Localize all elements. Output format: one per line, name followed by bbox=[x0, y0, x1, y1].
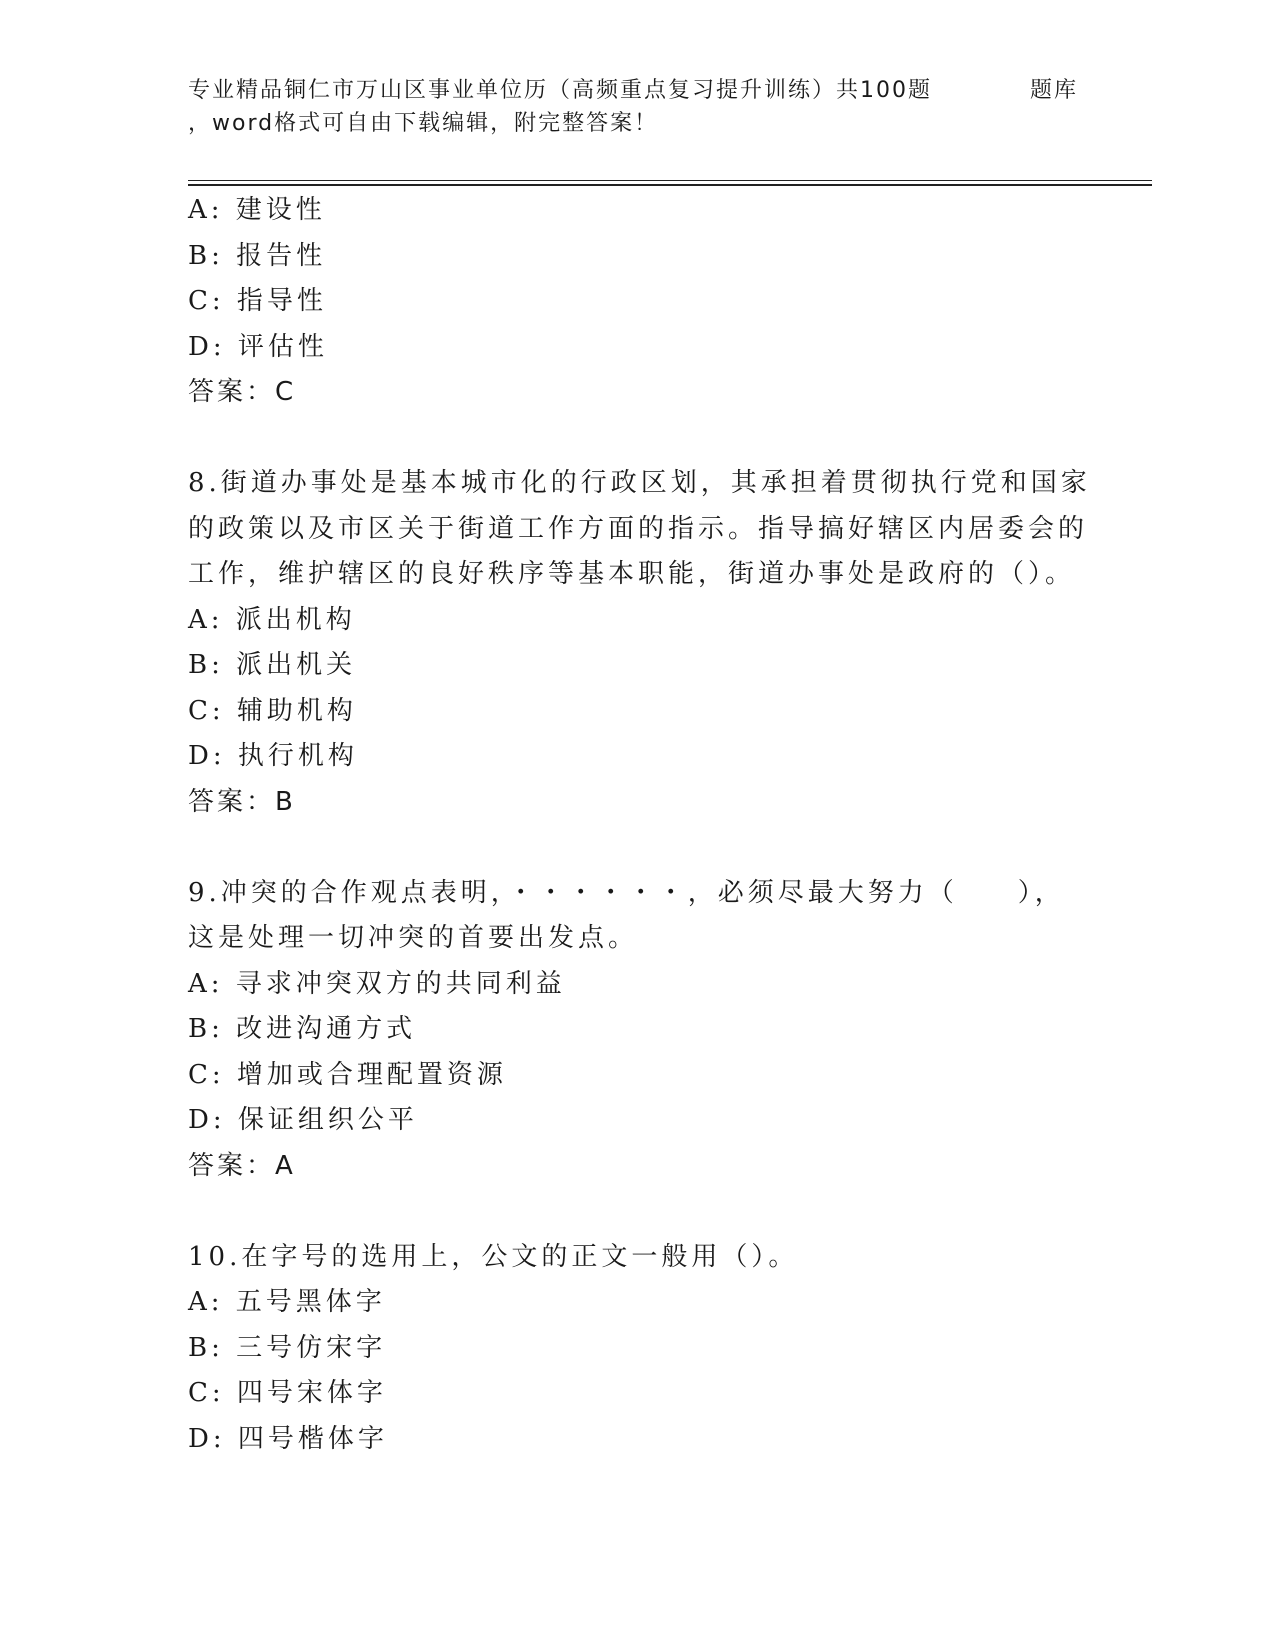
question-stem-line: 8.街道办事处是基本城市化的行政区划，其承担着贯彻执行党和国家 bbox=[188, 468, 1091, 498]
option-c: C: 四号宋体字 bbox=[188, 1378, 387, 1408]
option-b: B: 三号仿宋字 bbox=[188, 1332, 387, 1363]
header-subtitle: ，word格式可自由下载编辑，附完整答案！ bbox=[188, 111, 659, 136]
option-b: B: 派出机关 bbox=[188, 650, 357, 680]
option-c: C: 增加或合理配置资源 bbox=[188, 1059, 507, 1090]
header-tag: 题库 bbox=[1030, 78, 1079, 103]
header-rule-thick bbox=[188, 184, 1152, 186]
option-d: D: 评估性 bbox=[188, 331, 328, 362]
option-d: D: 执行机构 bbox=[188, 741, 358, 771]
answer-line: 答案：A bbox=[188, 1150, 296, 1181]
question-content bbox=[188, 188, 1091, 1462]
question-10 bbox=[188, 1235, 1088, 1463]
question-stem-line: 工作，维护辖区的良好秩序等基本职能，街道办事处是政府的（）。 bbox=[188, 559, 1076, 589]
option-b: B: 报告性 bbox=[188, 240, 327, 271]
header-title: 专业精品铜仁市万山区事业单位历（高频重点复习提升训练）共100题 bbox=[188, 78, 932, 103]
spacer bbox=[188, 1189, 1088, 1235]
question-stem-line: 的政策以及市区关于街道工作方面的指示。指导搞好辖区内居委会的 bbox=[188, 513, 1089, 544]
option-b: B: 改进沟通方式 bbox=[188, 1014, 417, 1044]
spacer bbox=[188, 825, 1088, 871]
option-c: C: 指导性 bbox=[188, 286, 327, 316]
option-d: D: 保证组织公平 bbox=[188, 1105, 418, 1135]
option-a: A: 五号黑体字 bbox=[188, 1287, 386, 1317]
option-c: C: 辅助机构 bbox=[188, 695, 357, 726]
option-a: A: 寻求冲突双方的共同利益 bbox=[188, 968, 566, 999]
header-rule-thin bbox=[188, 180, 1152, 181]
option-a: A: 建设性 bbox=[188, 195, 326, 225]
option-a: A: 派出机构 bbox=[188, 604, 356, 635]
question-9 bbox=[188, 871, 1088, 1190]
question-stem-line: 9.冲突的合作观点表明，・・・・・・，必须尽最大努力（ ）， bbox=[188, 877, 1065, 908]
option-d: D: 四号楷体字 bbox=[188, 1423, 388, 1454]
answer-line: 答案：B bbox=[188, 786, 296, 817]
spacer bbox=[188, 416, 1088, 462]
page-header bbox=[188, 74, 1108, 140]
question-7-tail bbox=[188, 188, 1088, 416]
answer-line: 答案：C bbox=[188, 377, 297, 407]
question-8 bbox=[188, 461, 1091, 825]
question-stem-line: 这是处理一切冲突的首要出发点。 bbox=[188, 923, 639, 953]
question-stem-line: 10.在字号的选用上，公文的正文一般用（）。 bbox=[188, 1241, 799, 1272]
